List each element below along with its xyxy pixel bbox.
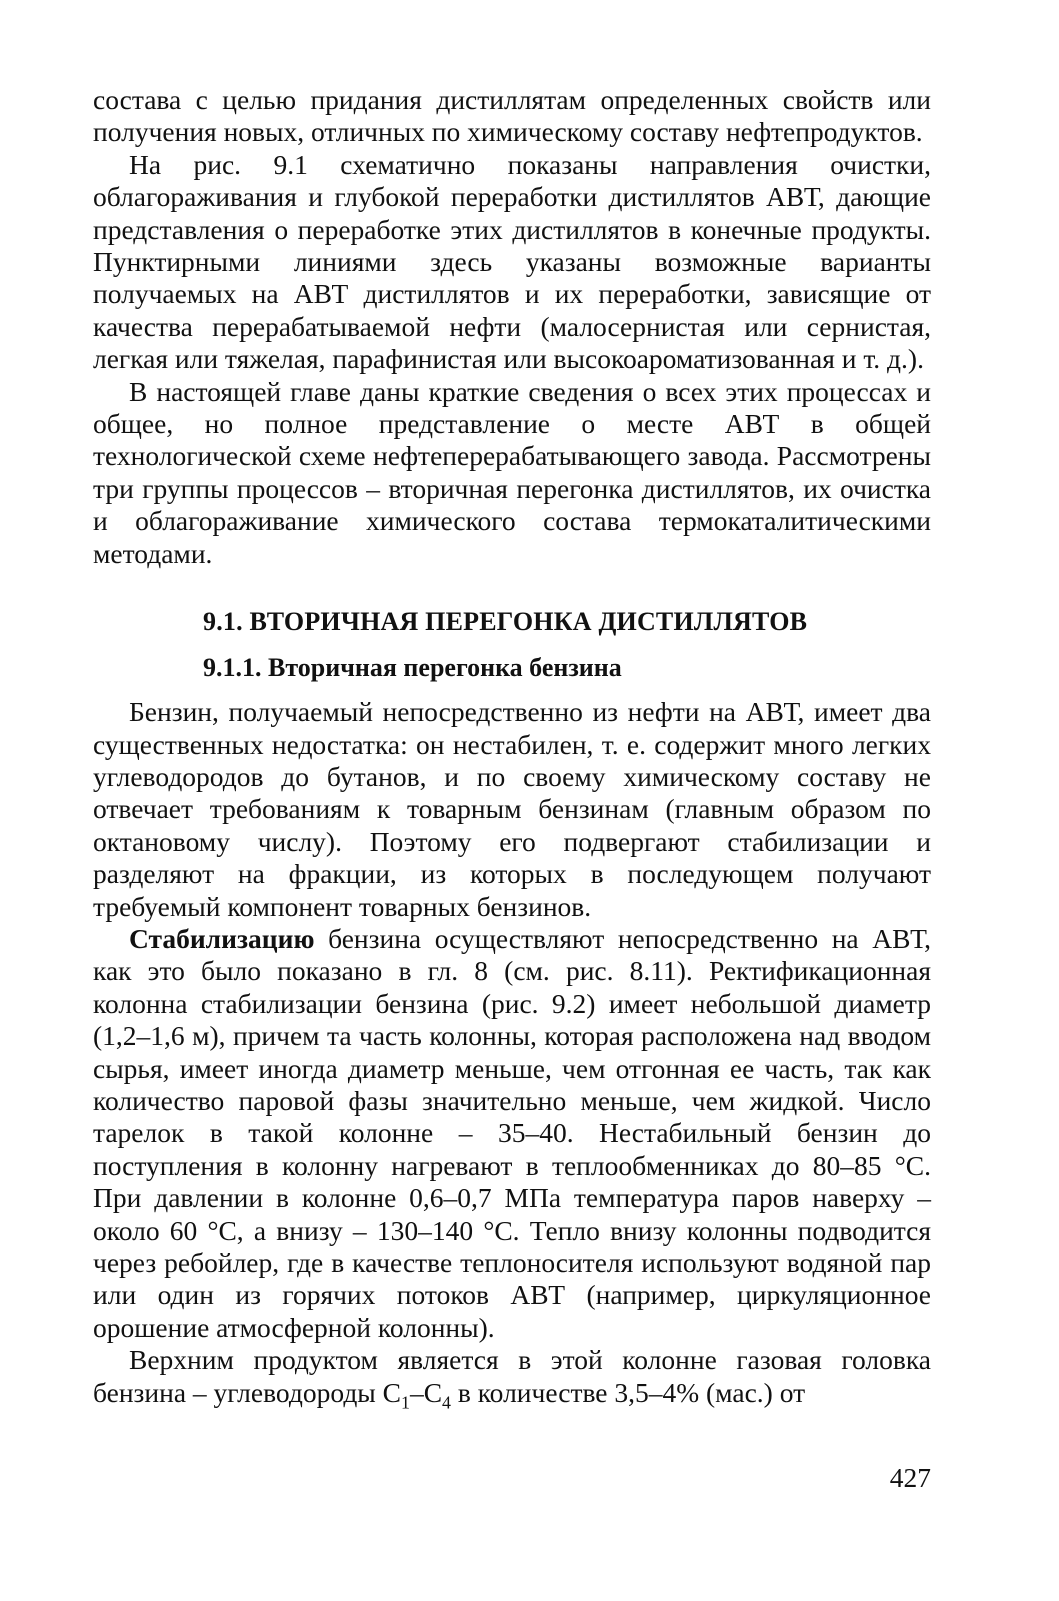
term-stabilization: Стабилизацию [129,922,315,954]
paragraph-gasoline-problems: Бензин, получаемый непосредственно из нефти на АВТ, имеет два существенных недостатка: он нестабилен, т. е. содержит много легких углеводородов до бутанов, и по своему химическому составу не отвечает требованиям к товарным бензинам (главным образом по октановому числу). Поэтому его подвергают стабилизации и разделяют на фракции, из которых в последующем получают требуемый компонент товарных бензинов. [93,696,931,922]
top-product-text-b: –С [409,1376,443,1408]
paragraph-stabilization-text: бензина осуществляют непосредственно на АВТ, как это было показано в гл. 8 (см. рис. 8.11). Ректификационная колонна стабилизации бензина (рис. 9.2) имеет небольшой диаметр (1,2–1,6 м), причем та часть колонны, которая расположена над вводом сырья, имеет иногда диаметр меньше, чем отгонная ее часть, так как количество паровой фазы значительно меньше, чем жидкой. Число тарелок в такой колонне – 35–40. Нестабильный бензин до поступления в колонну нагревают в теплообменниках до 80–85 °С. При давлении в колонне 0,6–0,7 МПа температура паров наверху – около 60 °С, а внизу – 130–140 °С. Тепло внизу колонны подводится через ребойлер, где в качестве теплоносителя используют водяной пар или один из горячих потоков АВТ (например, циркуляционное орошение атмосферной колонны). [93,922,931,1343]
paragraph-top-product [93,1344,931,1413]
subscript-4: 4 [442,1392,451,1413]
page-number: 427 [889,1462,931,1493]
top-product-text-c: в количестве 3,5–4% (мас.) от [450,1376,806,1408]
paragraph-continued: состава с целью придания дистиллятам определенных свойств или получения новых, отличных по химическому составу нефтепродуктов. [93,84,931,148]
subscript-1: 1 [401,1392,410,1413]
top-product-text-a: Верхним продуктом является в этой колонне газовая головка бензина – углеводороды С [93,1344,931,1408]
paragraph-figure-reference: На рис. 9.1 схематично показаны направления очистки, облагораживания и глубокой переработки дистиллятов АВТ, дающие представления о переработке этих дистиллятов в конечные продукты. Пунктирными линиями здесь указаны возможные варианты получаемых на АВТ дистиллятов и их переработки, зависящие от качества перерабатываемой нефти (малосернистая или сернистая, легкая или тяжелая, парафинистая или высокоароматизованная и т. д.). [93,148,931,375]
subsection-heading: 9.1.1. Вторичная перегонка бензина [203,653,622,683]
paragraph-chapter-intro: В настоящей главе даны краткие сведения о всех этих процессах и общее, но полное представление о месте АВТ в общей технологической схеме нефтеперерабатывающего завода. Рассмотрены три группы процессов – вторичная перегонка дистиллятов, их очистка и облагораживание химического состава термокаталитическими методами. [93,375,931,569]
page-body [93,84,931,1413]
paragraph-stabilization [93,923,931,1344]
section-heading: 9.1. ВТОРИЧНАЯ ПЕРЕГОНКА ДИСТИЛЛЯТОВ [203,607,808,637]
